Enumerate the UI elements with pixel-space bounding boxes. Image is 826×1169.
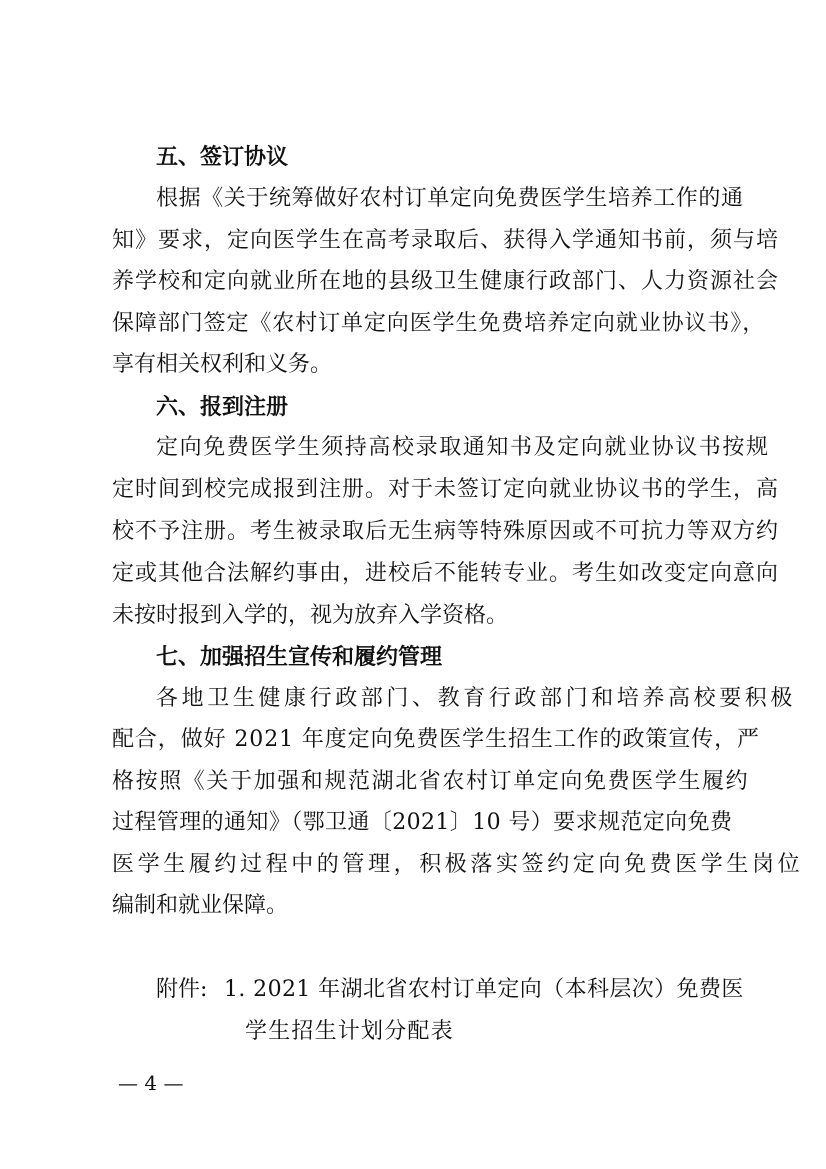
section-heading-six: 六、报到注册 bbox=[156, 395, 289, 420]
section-heading-seven: 七、加强招生宣传和履约管理 bbox=[156, 645, 443, 670]
paragraph-line: 配合，做好 2021 年度定向免费医学生招生工作的政策宣传，严 bbox=[112, 727, 760, 752]
paragraph-line: 定时间到校完成报到注册。对于未签订定向就业协议书的学生，高 bbox=[112, 477, 780, 502]
paragraph-line: 知》要求，定向医学生在高考录取后、获得入学通知书前，须与培 bbox=[112, 228, 780, 253]
paragraph-line: 定向免费医学生须持高校录取通知书及定向就业协议书按规 bbox=[156, 435, 770, 460]
paragraph-line: 保障部门签定《农村订单定向医学生免费培养定向就业协议书》， bbox=[112, 311, 766, 336]
paragraph-line: 过程管理的通知》（鄂卫通〔2021〕10 号）要求规范定向免费 bbox=[112, 810, 733, 835]
attachment-item-continuation: 学生招生计划分配表 bbox=[245, 1019, 454, 1044]
paragraph-line: 未按时报到入学的，视为放弃入学资格。 bbox=[112, 603, 509, 628]
section-heading-five: 五、签订协议 bbox=[156, 145, 289, 170]
paragraph-line: 养学校和定向就业所在地的县级卫生健康行政部门、人力资源社会 bbox=[112, 269, 780, 294]
paragraph-line: 编制和就业保障。 bbox=[112, 893, 289, 918]
attachment-label: 附件: bbox=[156, 977, 208, 1002]
page-number: — 4 — bbox=[118, 1071, 184, 1095]
paragraph-line: 享有相关权利和义务。 bbox=[112, 352, 333, 377]
paragraph-line: 医学生履约过程中的管理，积极落实签约定向免费医学生岗位 bbox=[112, 852, 804, 877]
attachment-item: 1. 2021 年湖北省农村订单定向（本科层次）免费医 bbox=[224, 977, 744, 1002]
paragraph-line: 格按照《关于加强和规范湖北省农村订单定向免费医学生履约 bbox=[112, 769, 750, 794]
paragraph-line: 定或其他合法解约事由，进校后不能转专业。考生如改变定向意向 bbox=[112, 561, 780, 586]
paragraph-line: 各地卫生健康行政部门、教育行政部门和培养高校要积极 bbox=[156, 686, 797, 711]
paragraph-line: 根据《关于统筹做好农村订单定向免费医学生培养工作的通 bbox=[156, 186, 744, 211]
paragraph-line: 校不予注册。考生被录取后无生病等特殊原因或不可抗力等双方约 bbox=[112, 519, 780, 544]
